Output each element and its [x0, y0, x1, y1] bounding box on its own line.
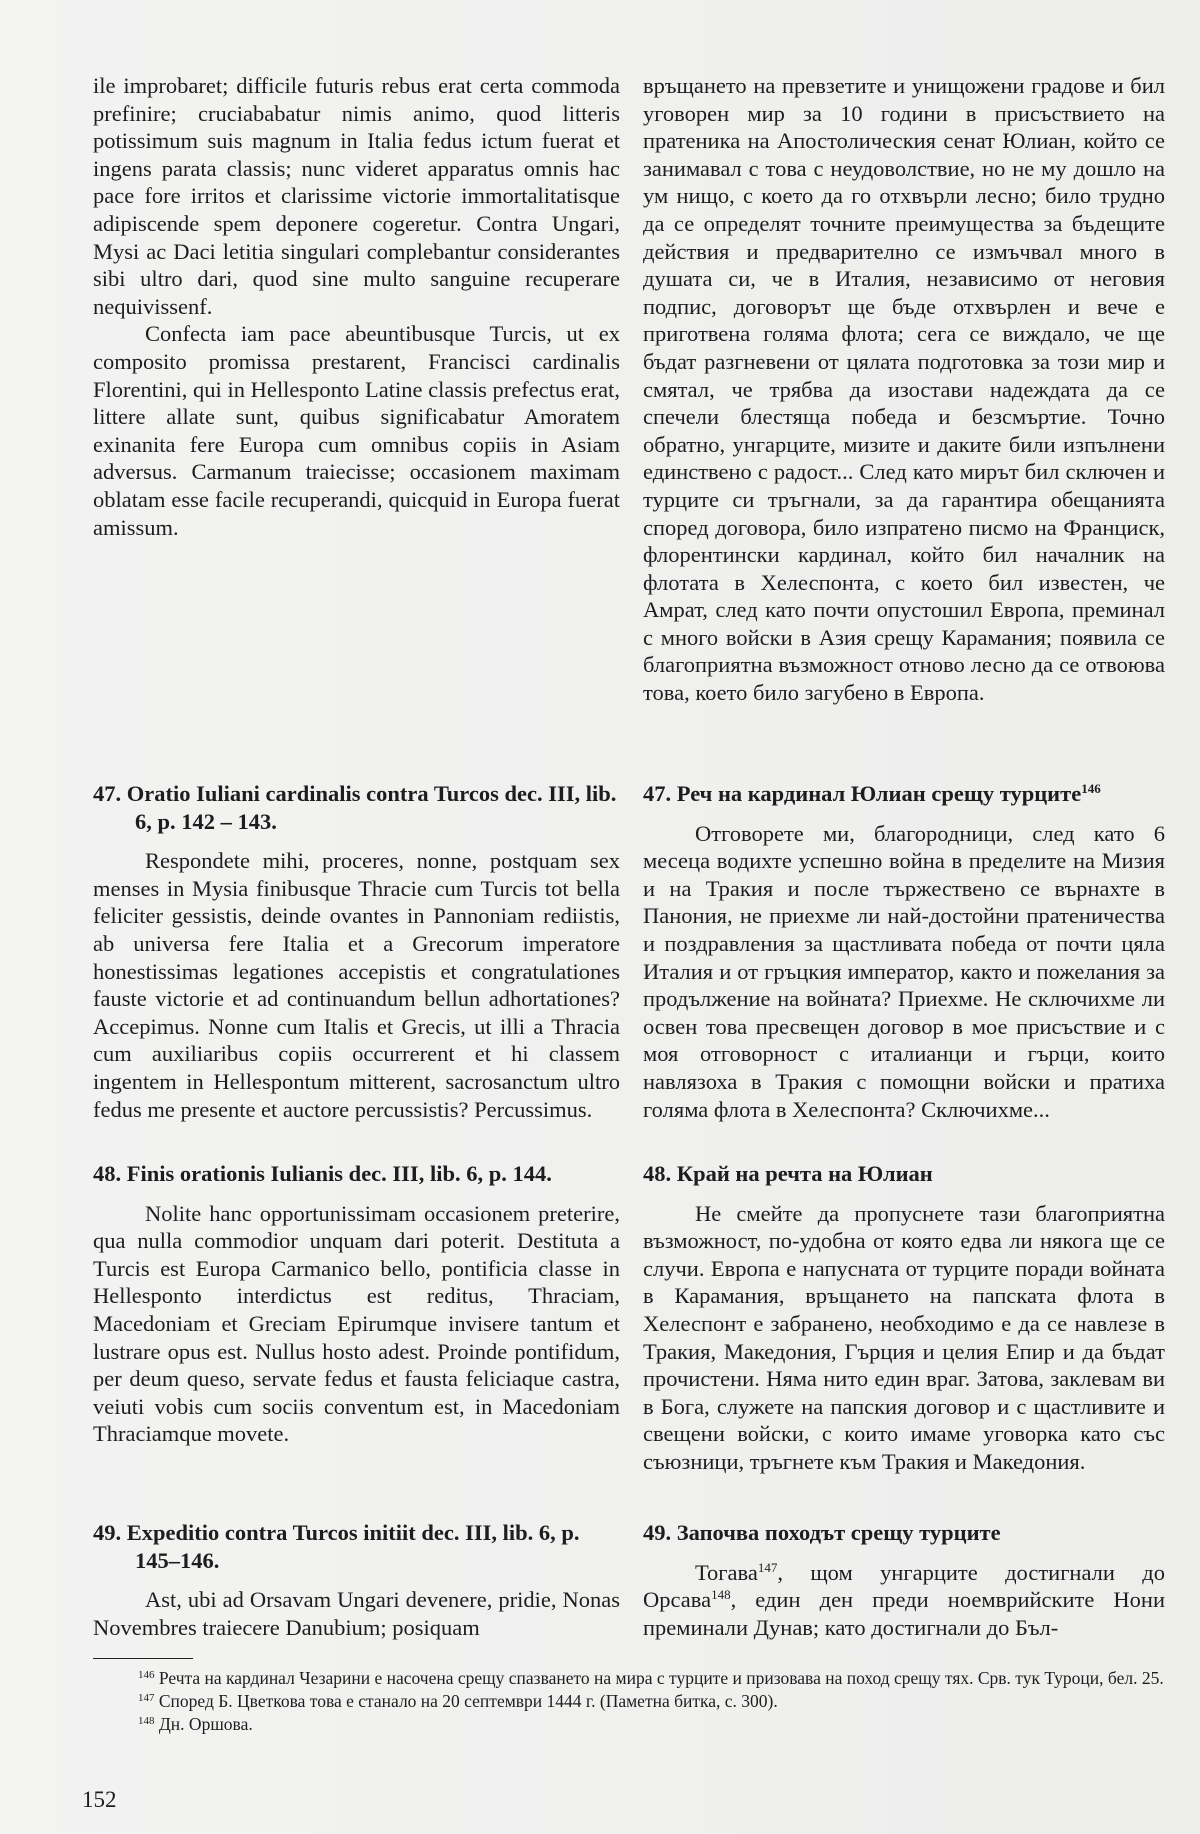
latin-paragraph: ile improbaret; difficile futuris rebus erat certa commoda prefinire; cruciababatur nimis animo, quod litteris potissimum suis magnum in Italia fedus ictum fuerat et ingens parata classis; nunc videret apparatus omnis hac pace fore irritos et clarissime victorie immortalitatisque adipiscende spem deponere cogeretur. Contra Ungari, Mysi ac Daci letitia singulari complebantur considerantes sibi ultro dari, quod sine multo sanguine recuperare nequivissenf.: [93, 73, 620, 319]
bulgarian-section-48: [643, 1160, 1165, 1476]
text-fragment: Тогава: [695, 1559, 758, 1585]
section-heading: 47. Oratio Iuliani cardinalis contra Turcos dec. III, lib. 6, p. 142 – 143.: [93, 781, 617, 834]
bulgarian-section-47: [643, 780, 1165, 1123]
footnote-divider: [93, 1658, 193, 1659]
latin-section-48: [93, 1160, 620, 1448]
footnote-number: 148: [138, 1715, 155, 1727]
section-heading: 49. Започва походът срещу турците: [643, 1520, 1001, 1545]
section-heading-text: 47. Реч на кардинал Юлиан срещу турците: [643, 781, 1082, 806]
section-text: [643, 1559, 1165, 1642]
latin-paragraph: Confecta iam pace abeuntibusque Turcis, ut ex composito promissa prestarent, Francisci cardinalis Florentini, qui in Hellesponto Latine classis prefectus erat, littere allate sunt, quibus significabatur Amoratem exinanita fere Europa cum omnibus copiis in Asiam adversus. Carmanum traiecisse; occasionem maximam oblatam esse facile recuperandi, quicquid in Europa fuerat amissum.: [93, 321, 620, 540]
latin-intro: [93, 72, 620, 541]
footnotes: [93, 1667, 1173, 1736]
section-heading: [643, 780, 1165, 808]
footnote-number: 147: [138, 1692, 155, 1704]
footnote: [93, 1713, 1173, 1736]
section-heading: 48. Край на речта на Юлиан: [643, 1161, 933, 1186]
section-heading: 48. Finis orationis Iulianis dec. III, lib. 6, p. 144.: [93, 1161, 552, 1186]
section-text: Respondete mihi, proceres, nonne, postquam sex menses in Mysia finibusque Thracie cum Turcis tot bella feliciter gessistis, deinde ovantes in Pannoniam rediistis, ab universa fere Italia et a Grecorum imperatore honestissimas legationes accepistis et congratulationes fauste victorie et ad continuandum bellun adhortationes? Accepimus. Nonne cum Italis et Grecis, ut illi a Thracia cum auxiliaribus copiis occurrerent et hi classem ingentem in Hellespontum mitterent, sacrosanctum ultro fedus me presente et auctore percussistis? Percussimus.: [93, 848, 620, 1122]
section-text: Не смейте да пропуснете тази благоприятна възможност, по-удобна от която едва ли някога ще се случи. Европа е напусната от турците поради войната в Карамания, връщането на папската флота в Хелеспонт е забранено, необходимо е да се навлезе в Тракия, Македония, Гърция и целия Епир и да бъдат прочистени. Няма нито един враг. Затова, заклевам ви в Бога, служете на папския договор и с щастливите и свещени войски, с които имаме уговорка като със съюзници, тръгнете към Тракия и Македония.: [643, 1200, 1165, 1474]
footnote: [93, 1690, 1173, 1713]
footnote-number: 146: [138, 1669, 155, 1681]
section-text: Nolite hanc opportunissimam occasionem preterire, qua nulla commodior unquam dari poterit. Destituta a Turcis est Europa Carmanico bello, pontificia classe in Hellesponto interdictus est reditus, Thraciam, Macedoniam et Greciam Epirumque invisere tantum et lustrare opus est. Nullus hosto adest. Proinde pontifidum, per deum queso, servate fedus et fausta feliciaque castra, veiuti vobis cum sociis conventum est, in Macedoniam Thraciamque movete.: [93, 1200, 620, 1447]
bulgarian-section-49: [643, 1519, 1165, 1641]
bulgarian-paragraph: връщането на превзетите и унищожени градове и бил уговорен мир за 10 години в присъствието на пратеника на Апостолическия сенат Юлиан, който се занимавал с това с неудоволствие, но не му дошло на ум нищо, с което да го отхвърли лесно; било трудно да се определят точните преимущества за бъдещите действия и предварително се измъчвал много в душата си, че в Италия, независимо от неговия подпис, договорът ще бъде отхвърлен и вече е приготвена голяма флота; сега се виждало, че ще бъдат разгневени от цялата подготовка за този мир и смятал, че трябва да изостави надеждата да се спечели блестяща победа и безсмъртие. Точно обратно, унгарците, мизите и даките били изпълнени единствено с радост... След като мирът бил сключен и турците си тръгнали, за да гарантира обещанията според договора, било изпратено писмо на Франциск, флорентински кардинал, който бил началник на флотата в Хелеспонта, с което бил известен, че Амрат, след като почти опустошил Европа, преминал с много войски в Азия срещу Карамания; появила се благоприятна възможност отново лесно да се отвоюва това, което било загубено в Европа.: [643, 73, 1165, 706]
footnote-ref[interactable]: 147: [757, 1559, 778, 1575]
footnote: [93, 1667, 1173, 1690]
latin-section-49: [93, 1519, 620, 1641]
section-text: Ast, ubi ad Orsavam Ungari devenere, pridie, Nonas Novembres traiecere Danubium; posiquam: [93, 1587, 620, 1640]
section-heading: 49. Expeditio contra Turcos initiit dec. III, lib. 6, p. 145–146.: [93, 1520, 580, 1573]
footnote-text: Речта на кардинал Чезарини е насочена срещу спазването на мира с турците и призовава на поход срещу тях. Срв. тук Туроци, бел. 25.: [158, 1668, 1164, 1688]
page-number: 152: [82, 1787, 117, 1812]
text-fragment: , щом унгарците достигнали до Орсава: [643, 1559, 1165, 1613]
latin-section-47: [93, 780, 620, 1123]
bulgarian-intro: [643, 72, 1165, 707]
footnote-text: Дн. Оршова.: [158, 1714, 253, 1734]
footnote-text: Според Б. Цветкова това е станало на 20 септември 1444 г. (Паметна битка, с. 300).: [158, 1691, 778, 1711]
section-text: Отговорете ми, благородници, след като 6 месеца водихте успешно война в пределите на Мизия и на Тракия и после тържествено се върнахте в Панония, не приехме ли най-достойни пратеничества и поздравления за щастливата победа от почти цяла Италия и от гръцкия император, както и пожелания за продължение на войната? Приехме. Не сключихме ли освен това пресвещен договор в мое присъствие и с моя отговорност с италианци и гърци, които навлязоха в Тракия с помощни войски и пратиха голяма флота в Хелеспонта? Сключихме...: [643, 820, 1165, 1122]
text-fragment: , един ден преди ноемврийските Нони преминали Дунав; като достигнали до Бъл-: [643, 1587, 1165, 1640]
footnote-ref[interactable]: 148: [711, 1587, 731, 1603]
footnote-ref[interactable]: 146: [1081, 781, 1101, 796]
